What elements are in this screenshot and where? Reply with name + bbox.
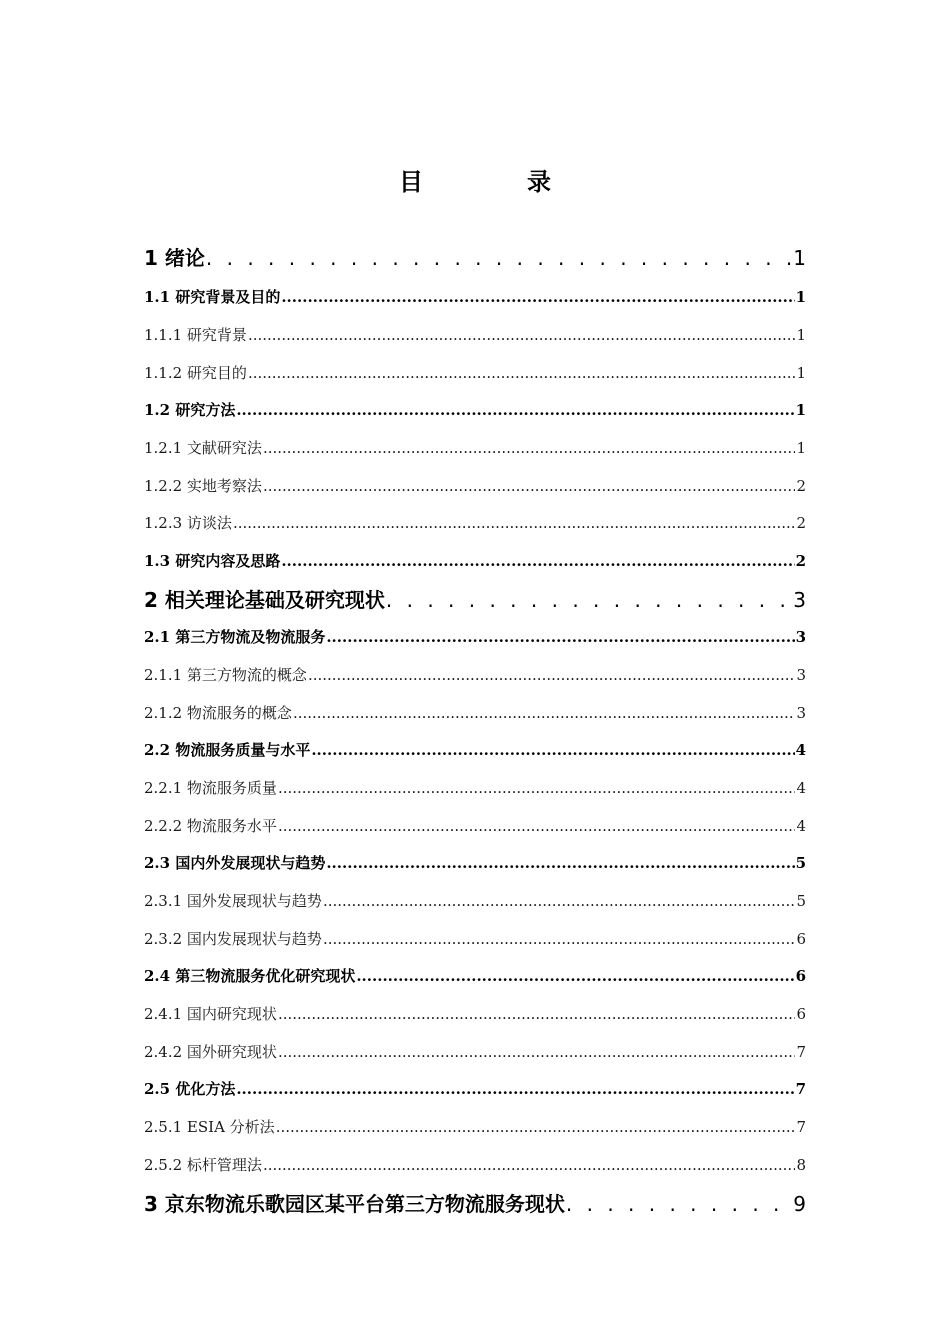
dot-leader	[326, 628, 794, 646]
dot-leader	[263, 477, 796, 495]
toc-entry-2-5-1[interactable]	[144, 1116, 806, 1137]
toc-entry-label: 2.1.1 第三方物流的概念	[144, 666, 307, 684]
toc-entry-2-2[interactable]	[144, 739, 806, 760]
dot-leader	[206, 246, 792, 270]
toc-entry-page: 1	[796, 326, 806, 344]
toc-entry-label: 3 京东物流乐歌园区某平台第三方物流服务现状	[144, 1192, 565, 1216]
toc-entry-page: 1	[796, 439, 806, 457]
toc-entry-chapter-2[interactable]	[144, 584, 806, 613]
toc-entry-page: 6	[796, 930, 806, 948]
toc-entry-label: 2.5.1 ESIA 分析法	[144, 1118, 275, 1136]
dot-leader	[308, 666, 796, 684]
toc-entry-label: 1.1 研究背景及目的	[144, 288, 281, 306]
toc-entry-label: 2.3 国内外发展现状与趋势	[144, 854, 326, 872]
toc-entry-1-1-2[interactable]	[144, 362, 806, 383]
toc-entry-1-1[interactable]	[144, 286, 806, 307]
toc-entry-2-1[interactable]	[144, 626, 806, 647]
toc-entry-1-2-3[interactable]	[144, 512, 806, 533]
toc-entry-page: 7	[796, 1043, 806, 1061]
toc-entry-page: 5	[795, 854, 806, 872]
toc-entry-page: 3	[793, 588, 806, 612]
dot-leader	[236, 1080, 794, 1098]
dot-leader	[281, 288, 794, 306]
toc-entry-2-5[interactable]	[144, 1078, 806, 1099]
dot-leader	[323, 892, 796, 910]
toc-entry-2-3-1[interactable]	[144, 890, 806, 911]
toc-entry-page: 2	[796, 514, 806, 532]
toc-entry-page: 6	[796, 1005, 806, 1023]
toc-entry-label: 2.2 物流服务质量与水平	[144, 741, 311, 759]
toc-entry-2-3-2[interactable]	[144, 928, 806, 949]
toc-entry-page: 3	[795, 628, 806, 646]
toc-entry-label: 2.1 第三方物流及物流服务	[144, 628, 326, 646]
toc-entry-label: 2.4 第三物流服务优化研究现状	[144, 967, 356, 985]
toc-entry-2-4-2[interactable]	[144, 1041, 806, 1062]
dot-leader	[263, 1156, 796, 1174]
toc-entry-label: 2 相关理论基础及研究现状	[144, 588, 385, 612]
dot-leader	[311, 741, 794, 759]
toc-entry-2-5-2[interactable]	[144, 1154, 806, 1175]
toc-entry-label: 1.1.1 研究背景	[144, 326, 247, 344]
toc-entry-page: 1	[796, 364, 806, 382]
toc-entry-1-2-1[interactable]	[144, 437, 806, 458]
toc-entry-1-1-1[interactable]	[144, 324, 806, 345]
dot-leader	[248, 326, 796, 344]
toc-entry-page: 1	[795, 288, 806, 306]
toc-entry-page: 8	[796, 1156, 806, 1174]
dot-leader	[233, 514, 796, 532]
toc-entry-page: 3	[796, 666, 806, 684]
toc-entry-2-4-1[interactable]	[144, 1003, 806, 1024]
toc-entry-label: 1.2.1 文献研究法	[144, 439, 262, 457]
toc-entry-page: 4	[796, 817, 806, 835]
toc-entry-page: 3	[796, 704, 806, 722]
toc-entry-label: 2.1.2 物流服务的概念	[144, 704, 292, 722]
toc-entry-page: 7	[795, 1080, 806, 1098]
toc-entry-2-2-1[interactable]	[144, 777, 806, 798]
dot-leader	[386, 588, 792, 612]
toc-entry-2-1-2[interactable]	[144, 702, 806, 723]
toc-entry-label: 1.3 研究内容及思路	[144, 552, 281, 570]
dot-leader	[276, 1118, 796, 1136]
toc-entry-2-2-2[interactable]	[144, 815, 806, 836]
toc-entry-page: 4	[796, 779, 806, 797]
toc-entry-label: 2.3.2 国内发展现状与趋势	[144, 930, 322, 948]
toc-entry-chapter-1[interactable]	[144, 242, 806, 271]
toc-entry-chapter-3[interactable]	[144, 1188, 806, 1217]
toc-entry-label: 2.2.1 物流服务质量	[144, 779, 277, 797]
toc-entry-2-4[interactable]	[144, 965, 806, 986]
toc-entry-page: 1	[793, 246, 806, 270]
dot-leader	[566, 1192, 792, 1216]
toc-entry-1-2-2[interactable]	[144, 475, 806, 496]
toc-entry-page: 2	[795, 552, 806, 570]
toc-entry-label: 1.1.2 研究目的	[144, 364, 247, 382]
toc-entry-1-3[interactable]	[144, 550, 806, 571]
toc-entry-2-1-1[interactable]	[144, 664, 806, 685]
dot-leader	[278, 817, 796, 835]
toc-entry-page: 7	[796, 1118, 806, 1136]
toc-title: 目 录	[399, 168, 591, 196]
toc-entry-label: 2.5 优化方法	[144, 1080, 236, 1098]
toc-entry-label: 2.4.2 国外研究现状	[144, 1043, 277, 1061]
toc-entry-label: 1.2.3 访谈法	[144, 514, 232, 532]
dot-leader	[236, 401, 794, 419]
dot-leader	[323, 930, 796, 948]
toc-entry-1-2[interactable]	[144, 399, 806, 420]
toc-entry-label: 2.4.1 国内研究现状	[144, 1005, 277, 1023]
dot-leader	[263, 439, 796, 457]
dot-leader	[356, 967, 794, 985]
dot-leader	[278, 1043, 796, 1061]
dot-leader	[278, 779, 796, 797]
toc-entry-page: 2	[796, 477, 806, 495]
toc-entry-page: 4	[795, 741, 806, 759]
toc-entry-label: 2.5.2 标杆管理法	[144, 1156, 262, 1174]
toc-entry-page: 5	[796, 892, 806, 910]
toc-entry-2-3[interactable]	[144, 852, 806, 873]
dot-leader	[248, 364, 796, 382]
toc-entry-label: 1.2 研究方法	[144, 401, 236, 419]
toc-entry-page: 9	[793, 1192, 806, 1216]
toc-entry-label: 2.3.1 国外发展现状与趋势	[144, 892, 322, 910]
toc-entry-page: 1	[795, 401, 806, 419]
toc-entry-label: 1.2.2 实地考察法	[144, 477, 262, 495]
toc-entry-page: 6	[795, 967, 806, 985]
dot-leader	[278, 1005, 796, 1023]
dot-leader	[293, 704, 796, 722]
toc-entry-label: 2.2.2 物流服务水平	[144, 817, 277, 835]
dot-leader	[281, 552, 794, 570]
dot-leader	[326, 854, 794, 872]
toc-entry-label: 1 绪论	[144, 246, 205, 270]
